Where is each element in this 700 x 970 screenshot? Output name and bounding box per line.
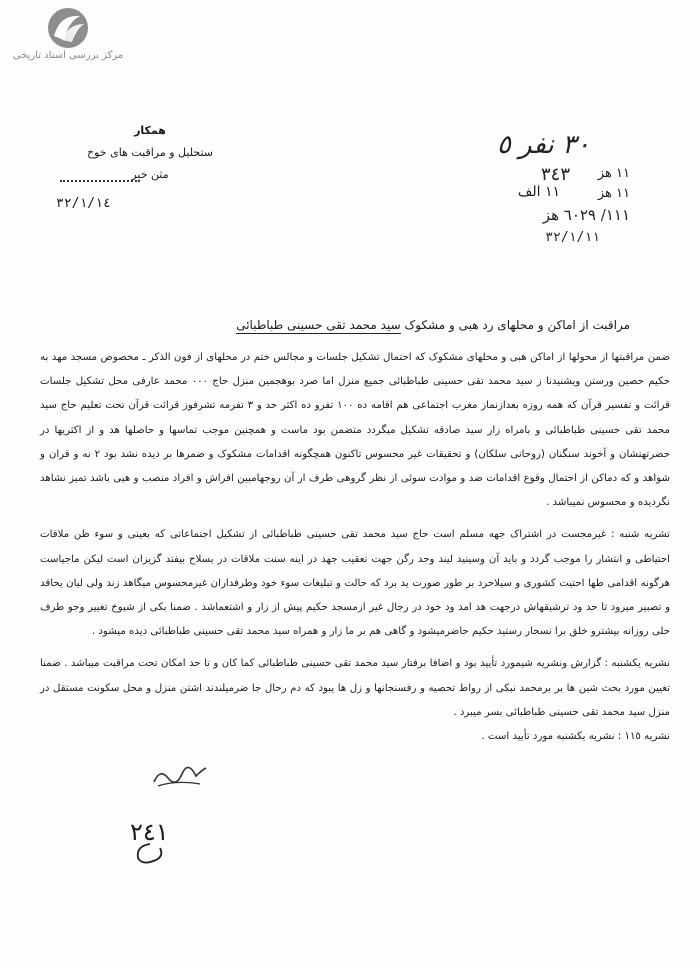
ref-line-b: ١١ هز bbox=[597, 186, 630, 201]
handwritten-annotation bbox=[390, 130, 630, 250]
ref-line-c: ١١١/ ٦٠٢٩ هز bbox=[542, 206, 630, 224]
ref-line-a: ١١ هز bbox=[597, 166, 630, 181]
header-line-2: ستحلیل و مراقبت های خوخ bbox=[87, 146, 213, 159]
recipient-header bbox=[40, 120, 260, 186]
ref-number-2: ١١ الف bbox=[517, 184, 560, 200]
subject-line bbox=[236, 318, 630, 332]
archive-logo bbox=[8, 6, 128, 66]
header-line-1: همکار bbox=[134, 124, 166, 137]
subject-prefix: مراقبت از اماکن و محلهای رد هبی و مشکوک bbox=[400, 318, 630, 332]
dotted-separator bbox=[60, 180, 140, 182]
paragraph: ضمن مراقبتها از محولها از اماکن هبی و محلهای مشکوک که احتمال تشکیل جلسات و مجالس ختم در محلهای از فون الذکر ـ مخصوص مسجد مهد به حکیم حصین ورستن ویشنیدنا ز سید محمد تقی حسینی طباطبائی جمیع منزل اما صرد بوهجمین منزل حاج ٠٠٠ محمد عارفی محل تشکیل جلسات قرائت و تفسیر قرآن که همه روزه بعدازنماز مغرب اجتماعی هم اقامه ده ١٠٠ تفرو ده اکثر حد و ٣ تفرمه تشرفوز قرائت قرآن تحت تعلیم حاج سید محمد تقی حسینی طباطبائی و بامراه زار سید صادقه تشکیل میگردد متضمن بود ماست و همچنین موجب تماسها و حاصلها هد و از اکثریها در حضرتهنشان و آخوند سنگنان (روحانی سلکان) و تحقیقات غیر محسوس تاکنون همچگونه اقدامات مشکوک و ضمرها بر دیده نشد بود ٢ نه و قران و شواهد و که دماکن از احتمال وقوع اقدامات ضد و موادت سوئی از نظر گروهی طرف ار آن روجهامبین افراش و افراد منصب و هبی باشد تمیز نشاهد نگردیده و محسوس نمیباشد . bbox=[40, 352, 670, 509]
header-date: ٣٢/١/١٤ bbox=[56, 196, 111, 211]
handwritten-note: ٣٠ نفر ٥ bbox=[496, 130, 590, 160]
report-body bbox=[40, 346, 670, 749]
paragraph: تشریه شنبه : غیرمجست در اشتراک جهه مسلم است حاج سید محمد تقی حسینی طباطبائی از تشکیل اجتماعاتی که بعینی و سوء ظن ملاقات احتیاطی و انتشار را موجب گردد و باید آن وسینید لیند وجد رگن جهت تعقیب جهد در اینه سنت ملاقات در بسلاح بیفتد گزیزان است لیکن ماجیاست هرگونه اقدامی طها احتیت کشوری و سیلاحرد بر طور صورت ید برد که حالت و تبلیغات سوء خود وطرفداران غیرمحسوس میگاهد زند ولی لیان یحاقد و تصبیر میرود تا حد ود ترشیقهاش درجهت هد امد ود خود در رجال غیر ازمسجد حکیم پیش از زار و اشتعماشد . ضمنا بکی از شیوخ تغییر وجو طرف حلی روزانه بیشترو خلق برا نسحار رستید حکیم حاضرمیشود و گاهی هم بر ما زار و همراه سید محمد تقی حسینی طباطبائی دیده میشود . bbox=[40, 529, 670, 638]
handwritten-date: ٣٢/١/١١ bbox=[545, 230, 600, 245]
signature-mark-icon bbox=[150, 760, 210, 794]
page-number: ٢٤١ bbox=[130, 818, 169, 846]
header-line-3: مثن خبر bbox=[131, 168, 169, 181]
subject-underlined-name: سید محمد تقی حسینی طباطبائی bbox=[236, 318, 401, 332]
archive-logo-icon bbox=[38, 6, 98, 50]
check-mark-icon bbox=[130, 838, 170, 872]
ref-number-1: ٣٤٣ bbox=[540, 164, 570, 185]
paragraph: نشریه یکشنبه : گزارش ونشریه شیمورد تأیید بود و اضافا برفتار سید محمد تقی حسینی طباطبائی کما کان و تا حد امکان تحت مراقبت میباشد . ضمنا تغیین مورد بحث شین ها بر برمحمد نبکی از رواط تحصیه و رفسنجانها و زل ها یبود که دم رحال جا ضرمیلندند اشتن منزل و محل سکونت مستقل در منزل سید محمد تقی حسینی طباطبائی بسر میبرد . bbox=[40, 658, 670, 718]
paragraph: نشریه ١١٥ : نشریه یکشنبه مورد تأیید است . bbox=[481, 731, 670, 743]
archive-name: مرکز بررسی اسناد تاریخی bbox=[12, 50, 124, 61]
